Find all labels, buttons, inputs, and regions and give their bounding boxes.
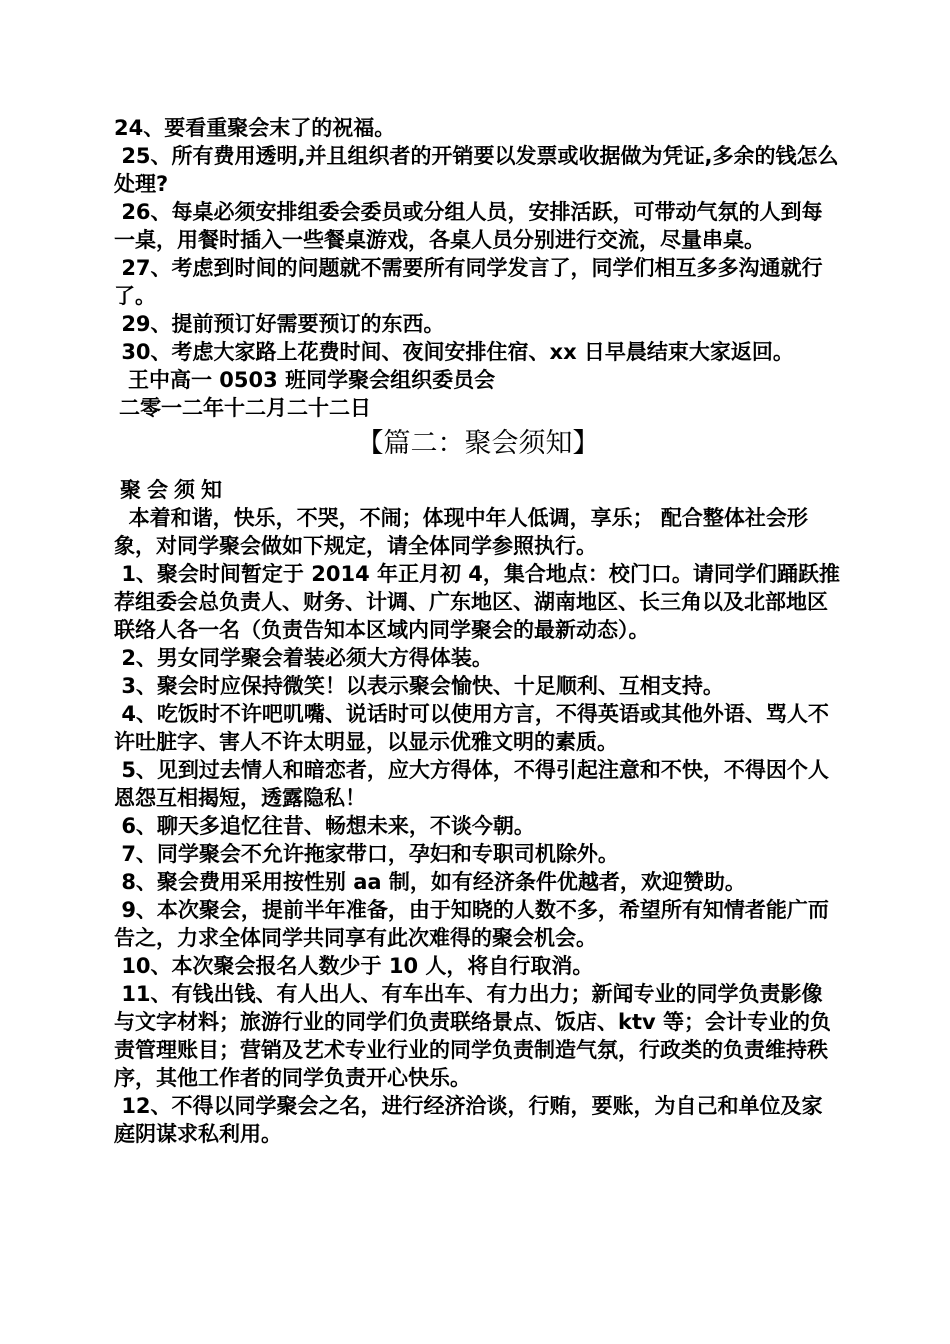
signature-organization: 王中高一 0503 班同学聚会组织委员会 <box>128 368 496 392</box>
rule-item-5: 5、见到过去情人和暗恋者，应大方得体，不得引起注意和不快，不得因个人恩怨互相揭短，透露隐私！ <box>114 758 829 810</box>
section-subtitle: 聚会须知 <box>120 478 228 502</box>
paragraph-item-26: 26、每桌必须安排组委会委员或分组人员，安排活跃，可带动气氛的人到每一桌，用餐时插入一些餐桌游戏，各桌人员分别进行交流，尽量串桌。 <box>114 200 823 252</box>
rule-item-12: 12、不得以同学聚会之名，进行经济洽谈，行贿，要账，为自己和单位及家庭阴谋求私利用。 <box>114 1094 823 1146</box>
paragraph-item-27: 27、考虑到时间的问题就不需要所有同学发言了，同学们相互多多沟通就行了。 <box>114 256 823 308</box>
paragraph-item-29: 29、提前预订好需要预订的东西。 <box>114 312 445 336</box>
rule-item-11: 11、有钱出钱、有人出人、有车出车、有力出力；新闻专业的同学负责影像与文字材料；旅游行业的同学们负责联络景点、饭店、ktv 等；会计专业的负责管理账目；营销及艺术专业行业的同学负责制造气氛，行政类的负责维持秩序，其他工作者的同学负责开心快乐。 <box>114 982 832 1090</box>
rule-item-6: 6、聊天多追忆往昔、畅想未来，不谈今朝。 <box>114 814 535 838</box>
rule-item-7: 7、同学聚会不允许拖家带口，孕妇和专职司机除外。 <box>114 842 619 866</box>
section-heading: 【篇二：聚会须知】 <box>356 428 600 459</box>
paragraph-item-30: 30、考虑大家路上花费时间、夜间安排住宿、xx 日早晨结束大家返回。 <box>114 340 794 364</box>
rule-item-8: 8、聚会费用采用按性别 aa 制，如有经济条件优越者，欢迎赞助。 <box>114 870 746 894</box>
rule-item-4: 4、吃饭时不许吧叽嘴、说话时可以使用方言，不得英语或其他外语、骂人不许吐脏字、害人不许太明显，以显示优雅文明的素质。 <box>114 702 829 754</box>
rule-item-1: 1、聚会时间暂定于 2014 年正月初 4，集合地点：校门口。请同学们踊跃推荐组委会总负责人、财务、计调、广东地区、湖南地区、长三角以及北部地区联络人各一名（负责告知本区域内同学聚会的最新动态）。 <box>114 562 840 642</box>
document-page <box>114 114 842 1148</box>
paragraph-item-25: 25、所有费用透明,并且组织者的开销要以发票或收据做为凭证,多余的钱怎么处理? <box>114 144 839 196</box>
rule-item-10: 10、本次聚会报名人数少于 10 人，将自行取消。 <box>114 954 594 978</box>
rule-item-3: 3、聚会时应保持微笑！以表示聚会愉快、十足顺利、互相支持。 <box>114 674 724 698</box>
rule-item-2: 2、男女同学聚会着装必须大方得体装。 <box>114 646 493 670</box>
signature-date: 二零一二年十二月二十二日 <box>119 396 371 420</box>
intro-paragraph: 本着和谐，快乐，不哭，不闹；体现中年人低调，享乐； 配合整体社会形象，对同学聚会做如下规定，请全体同学参照执行。 <box>114 506 808 558</box>
rule-item-9: 9、本次聚会，提前半年准备，由于知晓的人数不多，希望所有知情者能广而告之，力求全体同学共同享有此次难得的聚会机会。 <box>114 898 829 950</box>
paragraph-item-24: 24、要看重聚会末了的祝福。 <box>114 116 396 140</box>
